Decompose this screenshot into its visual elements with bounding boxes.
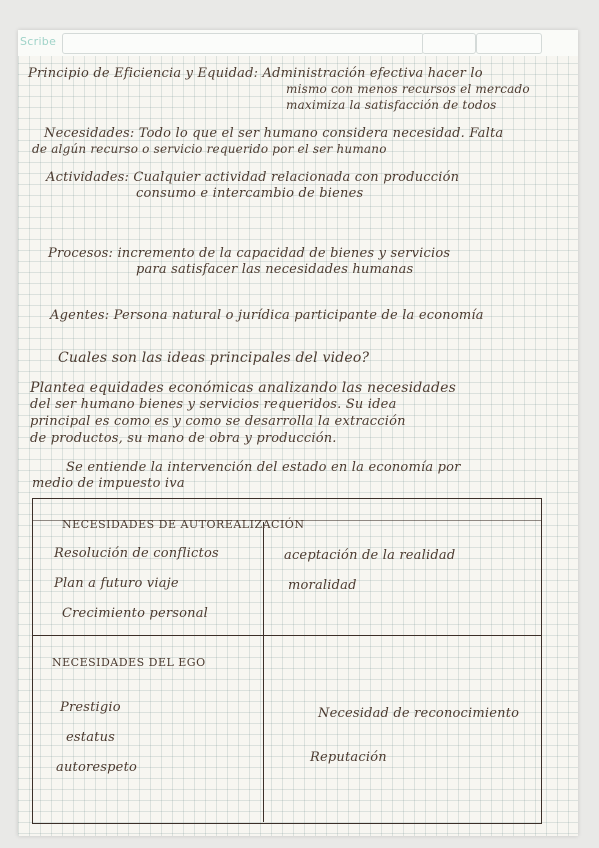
title-line-3: maximiza la satisfacción de todos [286, 98, 497, 112]
necesidades-line-1: Necesidades: Todo lo que el ser humano considera necesidad. Falta [44, 126, 504, 141]
ego-item-2: estatus [66, 730, 116, 745]
answer-line-4: de productos, su mano de obra y producción. [30, 431, 337, 446]
ego-item-4: Necesidad de reconocimiento [318, 706, 520, 721]
autorealizacion-title: NECESIDADES DE AUTOREALIZACIÓN [62, 518, 305, 531]
autorealizacion-item-1: Resolución de conflictos [54, 546, 219, 561]
scribe-logo: Scribe [20, 35, 57, 48]
ego-item-1: Prestigio [60, 700, 121, 715]
actividades-line-1: Actividades: Cualquier actividad relacionada con producción [46, 170, 460, 185]
autorealizacion-item-5: moralidad [288, 578, 357, 593]
procesos-line-2: para satisfacer las necesidades humanas [136, 262, 414, 277]
necesidades-line-2: de algún recurso o servicio requerido por el ser humano [32, 142, 387, 156]
answer-line-2: del ser humano bienes y servicios requeridos. Su idea [30, 397, 397, 412]
autorealizacion-item-2: Plan a futuro viaje [54, 576, 179, 591]
needs-table-column-divider [263, 522, 264, 822]
ego-title: NECESIDADES DEL EGO [52, 656, 206, 669]
autorealizacion-item-4: aceptación de la realidad [284, 548, 456, 563]
closing-line-1: Se entiende la intervención del estado en la economía por [66, 460, 461, 475]
answer-line-1: Plantea equidades económicas analizando las necesidades [30, 380, 457, 396]
closing-line-2: medio de impuesto iva [32, 476, 185, 491]
procesos-line-1: Procesos: incremento de la capacidad de bienes y servicios [48, 246, 451, 261]
header-field-page [476, 33, 542, 54]
answer-line-3: principal es como es y como se desarrolla la extracción [30, 414, 406, 429]
ego-item-5: Reputación [310, 750, 387, 765]
needs-table-divider [32, 635, 542, 636]
header-field-date [422, 33, 476, 54]
header-field-large [62, 33, 424, 54]
question-line: Cuales son las ideas principales del video? [58, 350, 370, 366]
title-line-1: Principio de Eficiencia y Equidad: Administración efectiva hacer lo [28, 66, 483, 81]
agentes-line-1: Agentes: Persona natural o jurídica participante de la economía [50, 308, 484, 323]
title-line-2: mismo con menos recursos el mercado [286, 82, 530, 96]
autorealizacion-item-3: Crecimiento personal [62, 606, 209, 621]
actividades-line-2: consumo e intercambio de bienes [136, 186, 364, 201]
ego-item-3: autorespeto [56, 760, 138, 775]
scribe-header [18, 30, 578, 56]
notebook-page [18, 30, 578, 836]
